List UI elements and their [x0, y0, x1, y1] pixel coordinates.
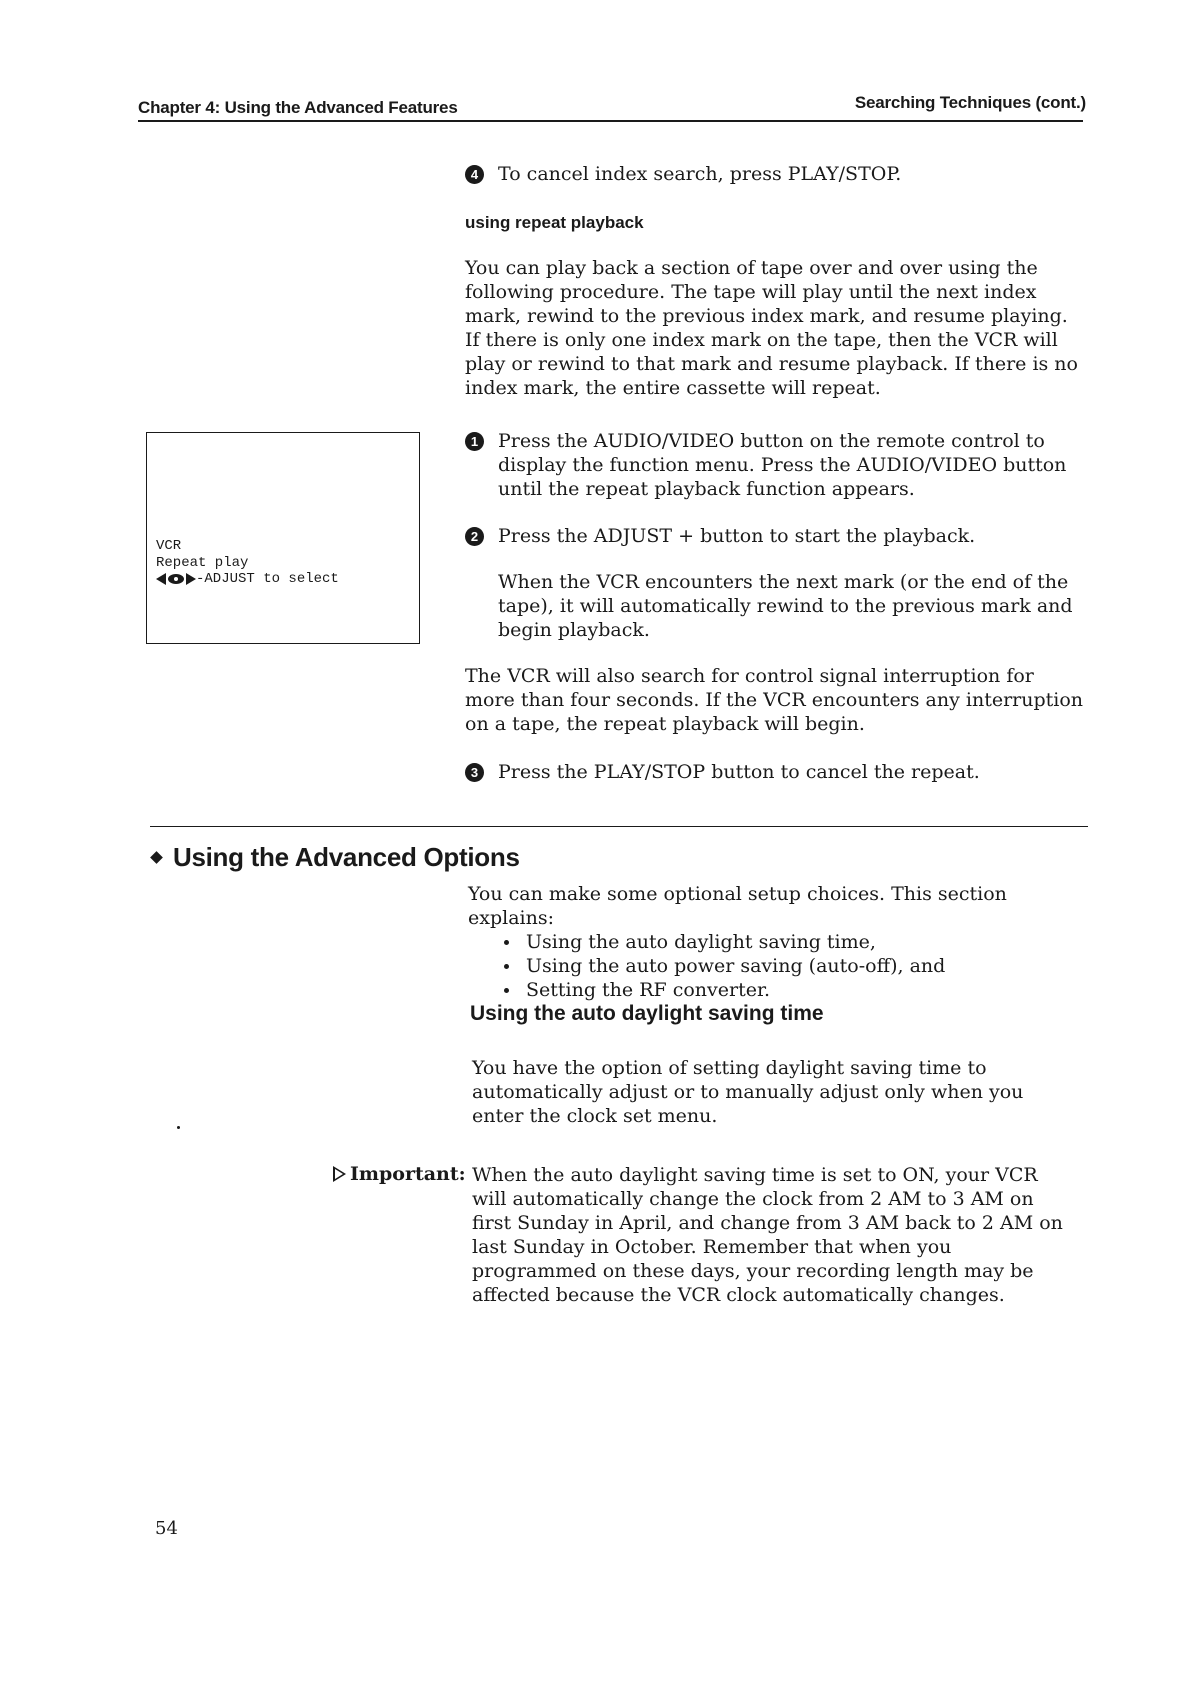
- list-item: Using the auto power saving (auto-off), and: [468, 954, 1088, 978]
- repeat-intro-paragraph: You can play back a section of tape over and over using the following procedure. The tape will play until the next index mark, rewind to the previous index mark, and resume playing. If there is only one index mark on the tape, then the VCR will play or rewind to that mark and resume playback. If there is no index mark, the entire cassette will repeat.: [465, 257, 1078, 399]
- repeat-step-1-text: Press the AUDIO/VIDEO button on the remote control to display the function menu. Press the AUDIO/VIDEO button until the repeat playback function appears.: [498, 430, 1067, 500]
- index-cancel-step: [465, 162, 1085, 186]
- repeat-step-3: [465, 760, 1085, 784]
- advanced-bullet-list: [468, 930, 1088, 1002]
- screen-line-vcr: VCR: [156, 538, 182, 554]
- advanced-options-title-text: Using the Advanced Options: [173, 842, 520, 872]
- chapter-title: Chapter 4: Using the Advanced Features: [138, 98, 458, 117]
- important-label: [333, 1163, 466, 1185]
- diamond-bullet-icon: [150, 851, 163, 864]
- section-title-header: Searching Techniques (cont.): [854, 93, 1086, 112]
- step-number-badge: 1: [465, 432, 484, 451]
- important-label-text: Important:: [350, 1163, 466, 1185]
- print-speck: [177, 1126, 180, 1129]
- advanced-intro: [468, 882, 1088, 1002]
- daylight-heading: Using the auto daylight saving time: [470, 1002, 824, 1025]
- daylight-paragraph: You have the option of setting daylight saving time to automatically adjust or to manually adjust only when you enter the clock set menu.: [472, 1057, 1024, 1127]
- step-number-badge: 3: [465, 763, 484, 782]
- step-number-badge: 2: [465, 527, 484, 546]
- step-2-note: When the VCR encounters the next mark (or the end of the tape), it will automatically rewind to the previous mark and begin playback.: [498, 571, 1073, 641]
- vcr-screen-display: [146, 432, 420, 644]
- index-cancel-text: To cancel index search, press PLAY/STOP.: [498, 163, 902, 185]
- advanced-options-title: [150, 842, 520, 873]
- search-note-paragraph: The VCR will also search for control signal interruption for more than four seconds. If the VCR encounters any interruption on a tape, the repeat playback will begin.: [465, 665, 1084, 735]
- adjust-arrows-icon: [156, 573, 196, 585]
- section-divider: [150, 826, 1088, 827]
- screen-line-repeat-play: Repeat play: [156, 555, 249, 571]
- important-paragraph: When the auto daylight saving time is set to ON, your VCR will automatically change the clock from 2 AM to 3 AM on first Sunday in April, and change from 3 AM back to 2 AM on last Sunday in October. Remember that when you programmed on these days, your recording length may be affected because the VCR clock automatically changes.: [472, 1164, 1063, 1306]
- triangle-pointer-icon: [333, 1166, 346, 1182]
- repeat-playback-heading: using repeat playback: [465, 213, 644, 232]
- repeat-step-3-text: Press the PLAY/STOP button to cancel the repeat.: [498, 761, 980, 783]
- repeat-step-2: [465, 524, 1085, 548]
- screen-line-adjust: [156, 571, 339, 587]
- list-item: Using the auto daylight saving time,: [468, 930, 1088, 954]
- advanced-intro-text: You can make some optional setup choices. This section explains:: [468, 883, 1007, 929]
- adjust-select-text: -ADJUST to select: [196, 571, 339, 587]
- step-number-badge: 4: [465, 165, 484, 184]
- page-number: 54: [155, 1518, 178, 1539]
- list-item: Setting the RF converter.: [468, 978, 1088, 1002]
- repeat-step-2-text: Press the ADJUST + button to start the playback.: [498, 525, 976, 547]
- repeat-step-1: [465, 429, 1085, 501]
- header-rule: [138, 120, 1083, 122]
